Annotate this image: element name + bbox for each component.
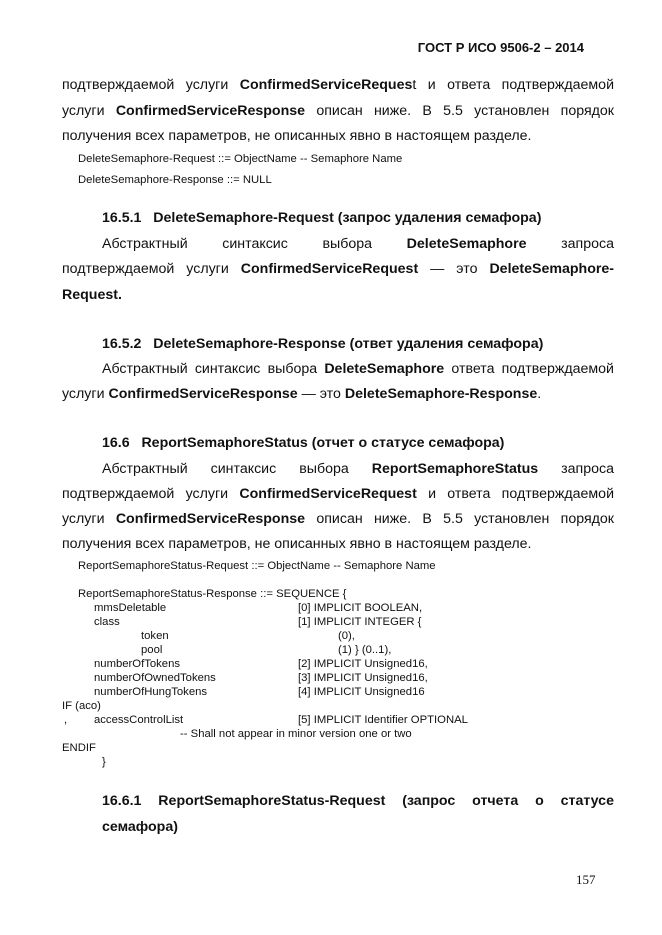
section-heading-16-5-2: 16.5.2 DeleteSemaphore-Response (ответ удаления семафора) [102, 336, 544, 352]
code-field: numberOfTokens [94, 658, 181, 670]
para-line: услуги ConfirmedServiceResponse — это DeleteSemaphore-Response. [62, 386, 542, 402]
code-line: ENDIF [62, 742, 96, 754]
code-value: (1) } (0..1), [338, 644, 392, 656]
code-field: accessControlList [94, 714, 184, 726]
intro-line-2: услуги ConfirmedServiceResponse описан ниже. В 5.5 установлен порядок [62, 103, 614, 119]
code-type: [1] IMPLICIT INTEGER { [298, 616, 422, 628]
code-type: [4] IMPLICIT Unsigned16 [298, 686, 425, 698]
section-heading-16-6-1-cont: семафора) [102, 819, 178, 835]
code-line: ReportSemaphoreStatus-Response ::= SEQUENCE { [78, 588, 347, 600]
code-line: } [102, 756, 106, 768]
section-heading-16-5-1: 16.5.1 DeleteSemaphore-Request (запрос удаления семафора) [102, 210, 542, 226]
page-number: 157 [576, 872, 596, 887]
code-field: mmsDeletable [94, 602, 167, 614]
section-heading-16-6: 16.6 ReportSemaphoreStatus (отчет о статусе семафора) [102, 435, 505, 451]
para-line: Абстрактный синтаксис выбора DeleteSemaphore ответа подтверждаемой [102, 361, 614, 377]
code-line: IF (aco) [62, 700, 101, 712]
para-line: услуги ConfirmedServiceResponse описан ниже. В 5.5 установлен порядок [62, 511, 614, 527]
section-heading-16-6-1: 16.6.1 ReportSemaphoreStatus-Request (запрос отчета о статусе [102, 793, 614, 809]
code-field: numberOfHungTokens [94, 686, 208, 698]
code-value: (0), [338, 630, 355, 642]
para-line: Request. [62, 287, 122, 303]
intro-line-1: подтверждаемой услуги ConfirmedServiceRequest и ответа подтверждаемой [62, 77, 614, 93]
code-line: DeleteSemaphore-Request ::= ObjectName -- Semaphore Name [78, 153, 403, 165]
para-line: подтверждаемой услуги ConfirmedServiceRequest — это DeleteSemaphore- [62, 261, 615, 277]
code-type: [2] IMPLICIT Unsigned16, [298, 658, 428, 670]
code-line: ReportSemaphoreStatus-Request ::= ObjectName -- Semaphore Name [78, 560, 436, 572]
code-type: [0] IMPLICIT BOOLEAN, [298, 602, 423, 614]
para-line: Абстрактный синтаксис выбора DeleteSemaphore запроса [102, 236, 614, 252]
code-comma: , [64, 714, 68, 726]
code-field: token [141, 630, 169, 642]
para-line: подтверждаемой услуги ConfirmedServiceRequest и ответа подтверждаемой [62, 486, 614, 502]
code-field: class [94, 616, 120, 628]
code-line: DeleteSemaphore-Response ::= NULL [78, 174, 272, 186]
code-type: [5] IMPLICIT Identifier OPTIONAL [298, 714, 468, 726]
page-header: ГОСТ Р ИСО 9506-2 – 2014 [417, 40, 584, 55]
code-field: numberOfOwnedTokens [94, 672, 216, 684]
intro-line-3: получения всех параметров, не описанных явно в настоящем разделе. [62, 128, 532, 144]
code-type: [3] IMPLICIT Unsigned16, [298, 672, 428, 684]
code-comment: -- Shall not appear in minor version one or two [180, 728, 412, 740]
code-field: pool [141, 644, 163, 656]
para-line: Абстрактный синтаксис выбора ReportSemaphoreStatus запроса [102, 461, 614, 477]
para-line: получения всех параметров, не описанных явно в настоящем разделе. [62, 536, 532, 552]
